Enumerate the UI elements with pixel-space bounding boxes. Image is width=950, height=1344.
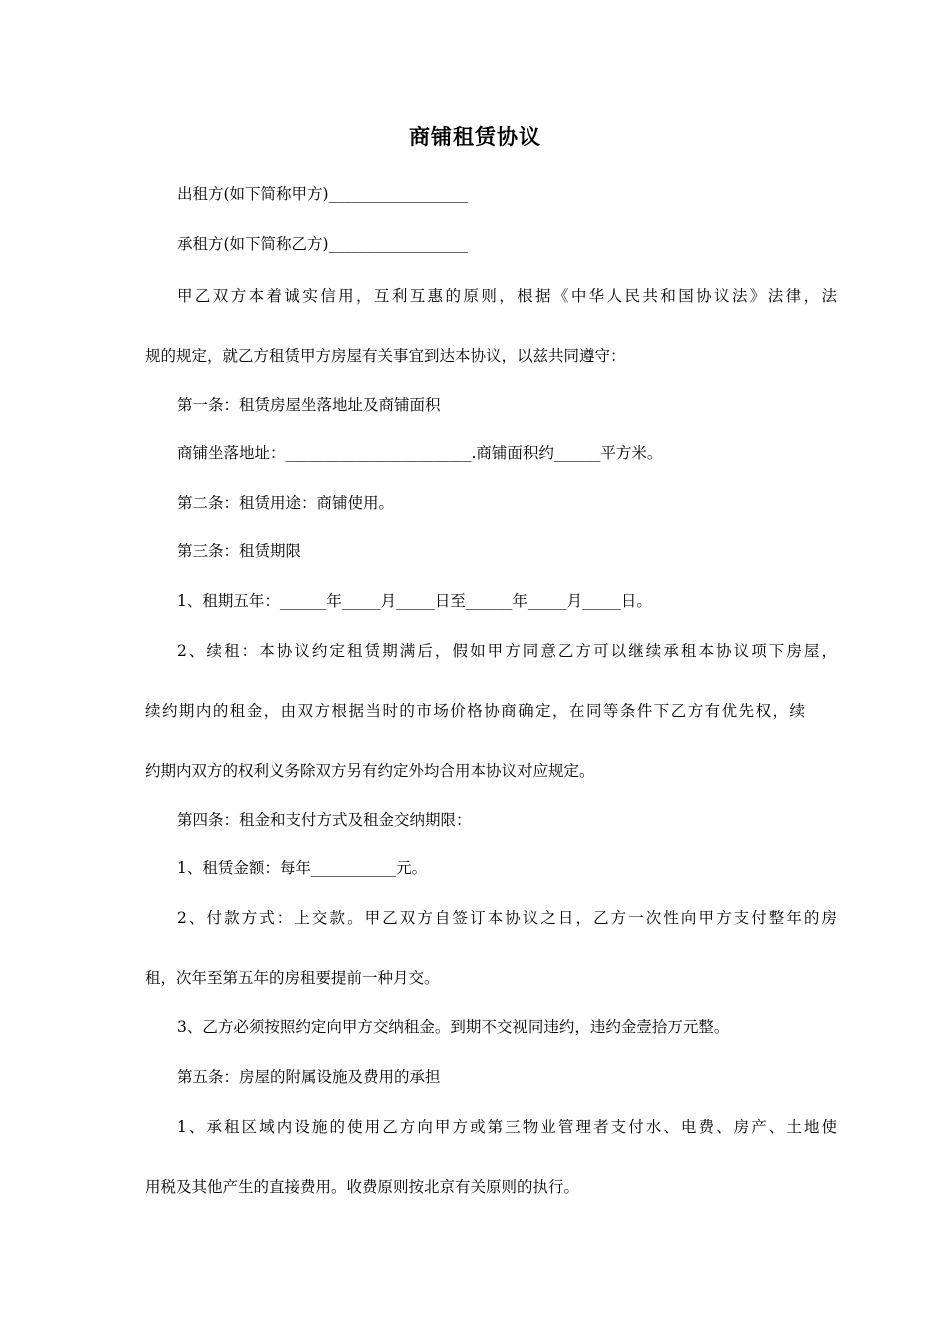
lessee-line: 承租方(如下简称乙方)__________________ <box>177 235 469 253</box>
article-2-heading: 第二条：租赁用途：商铺使用。 <box>177 494 395 512</box>
facilities-line-2: 用税及其他产生的直接费用。收费原则按北京有关原则的执行。 <box>145 1178 580 1196</box>
article-5-heading: 第五条：房屋的附属设施及费用的承担 <box>177 1068 441 1086</box>
facilities-line-1: 1、承租区域内设施的使用乙方向甲方或第三物业管理者支付水、电费、房产、土地使 <box>177 1118 837 1136</box>
article-4-heading: 第四条：租金和支付方式及租金交纳期限： <box>177 811 472 829</box>
payment-line-1: 2、付款方式：上交款。甲乙双方自签订本协议之日，乙方一次性向甲方支付整年的房 <box>177 909 837 927</box>
payment-line-2: 租，次年至第五年的房租要提前一种月交。 <box>145 969 440 987</box>
article-1-heading: 第一条：租赁房屋坐落地址及商铺面积 <box>177 396 441 414</box>
article-3-heading: 第三条：租赁期限 <box>177 542 302 560</box>
preamble-line-2: 规的规定，就乙方租赁甲方房屋有关事宜到达本协议，以兹共同遵守： <box>145 347 626 365</box>
preamble-line-1: 甲乙双方本着诚实信用，互利互惠的原则，根据《中华人民共和国协议法》法律，法 <box>177 287 837 305</box>
rent-amount-line: 1、租赁金额：每年___________元。 <box>177 859 428 877</box>
shop-address-line: 商铺坐落地址：________________________.商铺面积约______平方米。 <box>177 444 663 462</box>
renewal-line-2: 续约期内的租金，由双方根据当时的市场价格协商确定，在同等条件下乙方有优先权，续 <box>145 702 805 720</box>
document-title: 商铺租赁协议 <box>409 124 541 149</box>
lease-term-line: 1、租期五年：______年_____月_____日至______年_____月_____日。 <box>177 592 652 610</box>
renewal-line-3: 约期内双方的权利义务除双方另有约定外均合用本协议对应规定。 <box>145 762 595 780</box>
lessor-line: 出租方(如下简称甲方)__________________ <box>177 185 469 203</box>
penalty-line: 3、乙方必须按照约定向甲方交纳租金。到期不交视同违约，违约金壹拾万元整。 <box>177 1018 730 1036</box>
renewal-line-1: 2、续租：本协议约定租赁期满后，假如甲方同意乙方可以继续承租本协议项下房屋， <box>177 642 837 660</box>
